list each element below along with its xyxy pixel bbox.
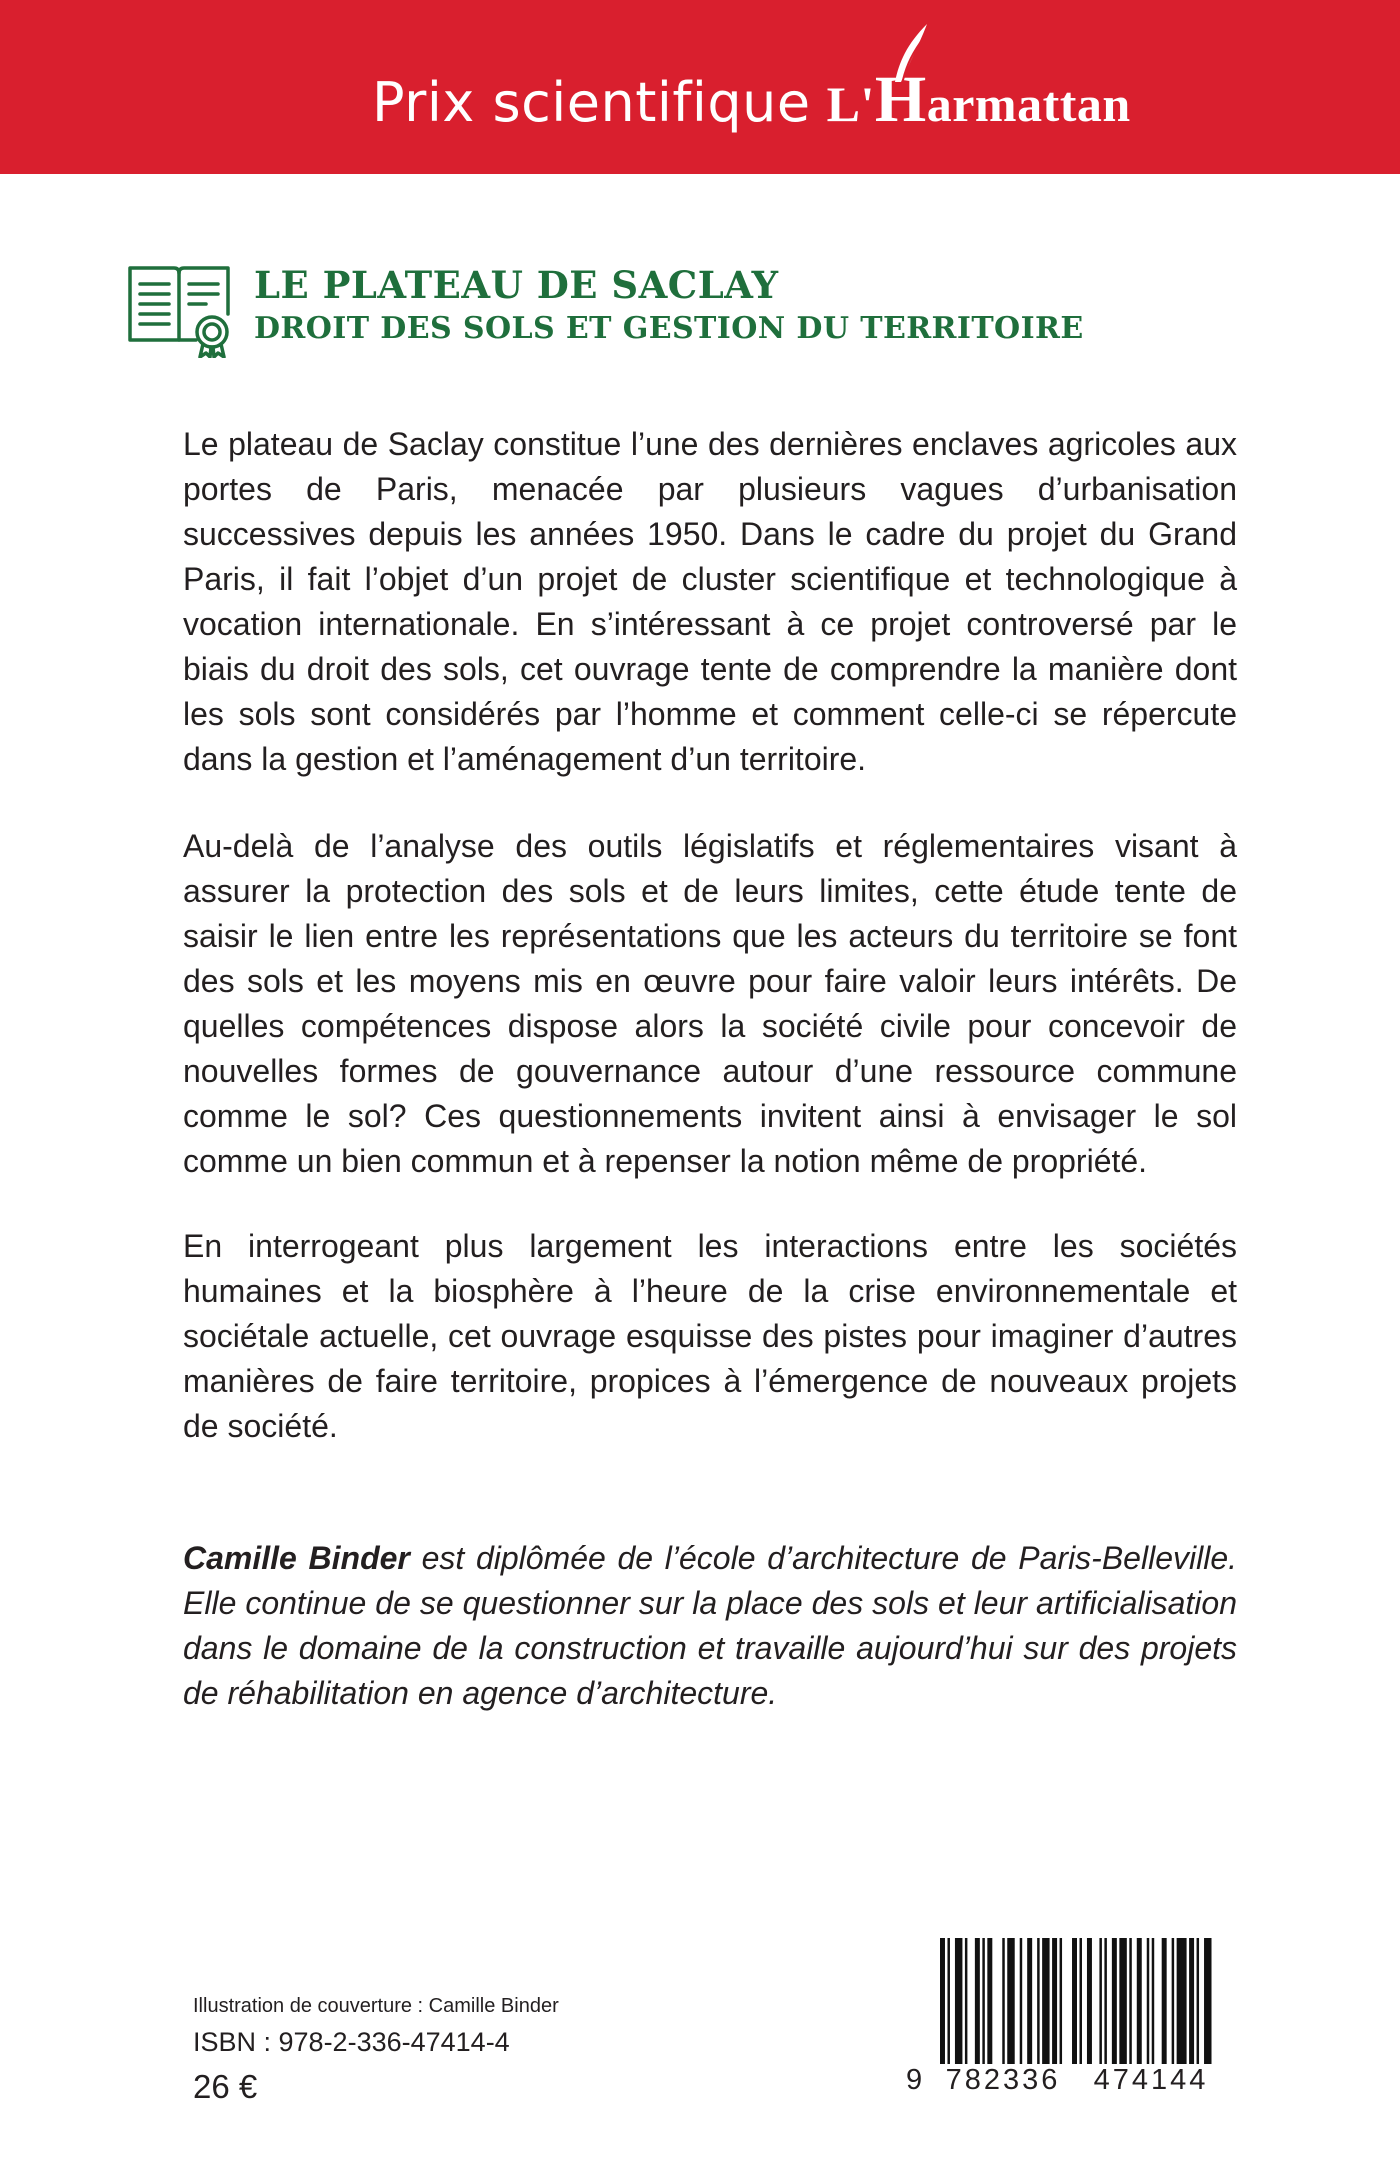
summary-paragraph: En interrogeant plus largement les interactions entre les sociétés humaines et la biosphère à l’heure de la crise environnementale et sociétale actuelle, cet ouvrage esquisse des pistes pour imaginer d’autres manières de faire territoire, propices à l’émergence de nouveaux projets de société. [183, 1228, 1237, 1444]
barcode-bar [1177, 1938, 1187, 2064]
barcode-bar [1162, 1938, 1167, 2064]
barcode-bar [1189, 1938, 1194, 2064]
harmattan-feather-icon [891, 22, 931, 86]
publisher-prefix: L' [826, 76, 875, 132]
barcode-bar [982, 1938, 984, 2064]
barcode-bar [955, 1938, 962, 2064]
header-banner [0, 0, 1400, 174]
series-label: Prix scientifique [372, 71, 811, 134]
barcode-bar [1197, 1938, 1199, 2064]
summary-paragraph: Au-delà de l’analyse des outils législatifs et réglementaires visant à assurer la protection des sols et de leurs limites, cette étude tente de saisir le lien entre les représentations que les acteurs du territoire se font des sols et les moyens mis en œuvre pour faire valoir leurs intérêts. De quelles compétences dispose alors la société civile pour concevoir de nouvelles formes de gouvernance autour d’une ressource commune comme le sol? Ces questionnements invitent ainsi à envisager le sol comme un bien commun et à repenser la notion même de propriété. [183, 828, 1237, 1179]
barcode-bar [975, 1938, 980, 2064]
barcode-first-digit: 9 [906, 2064, 923, 2096]
barcode-bar [1027, 1938, 1032, 2064]
barcode-bar [1137, 1938, 1142, 2064]
barcode-bar [1087, 1938, 1092, 2064]
publisher-logo [827, 62, 1131, 138]
author-bio-text: est diplômée de l’école d’architecture de Paris-Belleville. Elle continue de se questionner sur la place des sols et leur artificialisation dans le domaine de la construction et travaille aujourd’hui sur des projets de réhabilitation en agence d’architecture. [183, 1540, 1238, 1711]
price: 26 € [193, 2068, 258, 2105]
barcode-group-2: 474144 [1093, 2064, 1209, 2096]
barcode-bar [1002, 1938, 1004, 2064]
author-bio [183, 1536, 1237, 1716]
isbn: ISBN : 978-2-336-47414-4 [193, 2027, 510, 2057]
summary-paragraph: Le plateau de Saclay constitue l’une des dernières enclaves agricoles aux portes de Paris, menacée par plusieurs vagues d’urbanisation successives depuis les années 1950. Dans le cadre du projet du Grand Paris, il fait l’objet d’un projet de cluster scientifique et technologique à vocation internationale. En s’intéressant à ce projet controversé par le biais du droit des sols, cet ouvrage tente de comprendre la manière dont les sols sont considérés par l’homme et comment celle-ci se répercute dans la gestion et l’aménagement d’un territoire. [183, 426, 1237, 777]
barcode-bar [1020, 1938, 1022, 2064]
barcode-bar [1119, 1938, 1126, 2064]
book-certificate-icon [126, 262, 232, 358]
book-title-block [254, 262, 1084, 350]
header-title [372, 62, 1131, 136]
illustration-credit: Illustration de couverture : Camille Binder [193, 1995, 559, 2017]
book-title: LE PLATEAU DE SACLAY [254, 263, 779, 307]
barcode-bar [1099, 1938, 1101, 2064]
author-name: Camille Binder [183, 1540, 410, 1576]
barcode-bar [1112, 1938, 1117, 2064]
barcode-bar [1037, 1938, 1039, 2064]
barcode-bar [1152, 1938, 1154, 2064]
publisher-rest: armattan [926, 76, 1131, 132]
barcode-bar [1172, 1938, 1174, 2064]
book-subtitle: DROIT DES SOLS ET GESTION DU TERRITOIRE [254, 311, 1084, 346]
barcode-bar [987, 1938, 992, 2064]
barcode-group-1: 782336 [945, 2064, 1061, 2096]
barcode-bar [965, 1938, 967, 2064]
barcode-bar [1052, 1938, 1057, 2064]
credits-block [193, 1992, 559, 2108]
barcode-bar [1104, 1938, 1106, 2064]
barcode-bar [1129, 1938, 1131, 2064]
barcode-bar [1060, 1938, 1062, 2064]
barcode-bar [1007, 1938, 1014, 2064]
barcode [906, 1938, 1214, 2108]
barcode-bar [1147, 1938, 1149, 2064]
barcode-bar [1042, 1938, 1049, 2064]
barcode-digits [940, 2064, 1214, 2097]
publisher-initial: H [874, 63, 927, 136]
